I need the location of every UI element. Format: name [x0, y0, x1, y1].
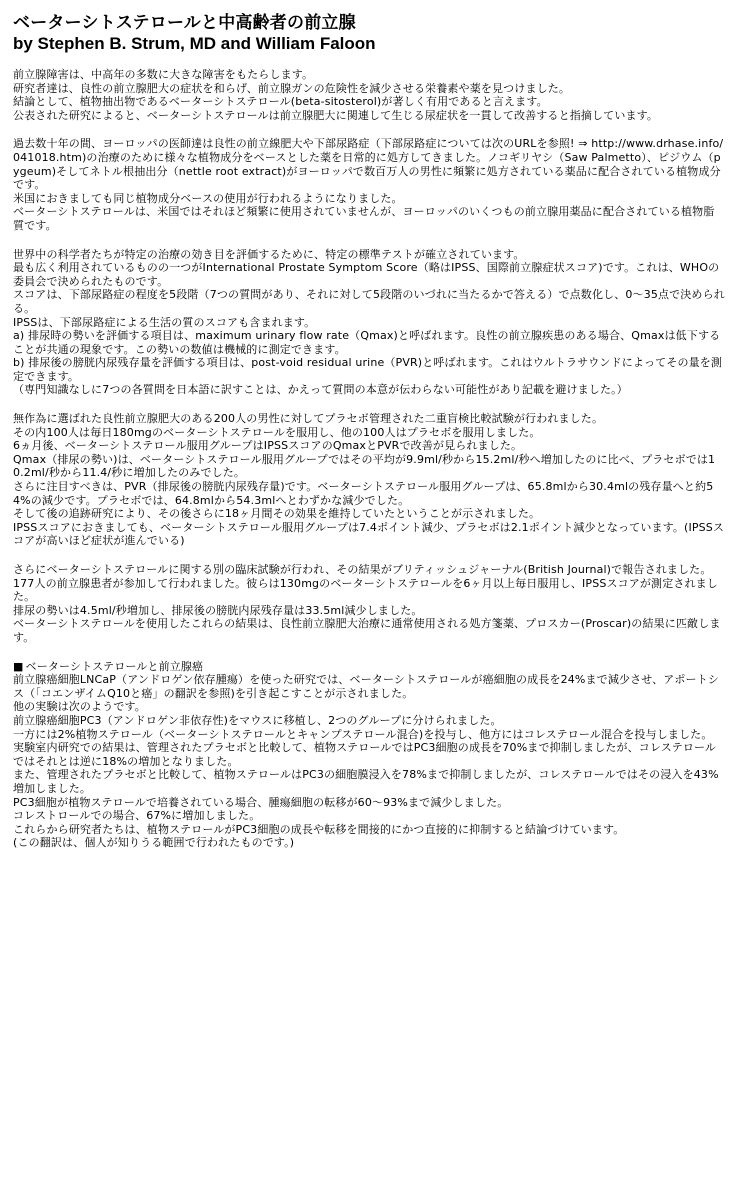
article-byline: by Stephen B. Strum, MD and William Faloon [13, 34, 376, 53]
section-heading-text: ベーターシトステロールと前立腺癌 [25, 659, 204, 673]
translator-note: (この翻訳は、個人が知りうる範囲で行われたものです。) [13, 836, 295, 850]
text-line: 無作為に選ばれた良性前立腺肥大のある200人の男性に対してプラセボ管理された二重盲検比較試験が行われました。 [13, 412, 604, 426]
text-line: 177人の前立腺患者が参加して行われました。彼らは130mgのベーターシトステロールを6ヶ月以上毎日服用し、IPSSスコアが測定されました。 [13, 576, 718, 604]
square-bullet-icon: ■ [13, 659, 24, 673]
text-line: これらから研究者たちは、植物ステロールがPC3細胞の成長や転移を間接的にかつ直接的に抑制すると結論づけています。 [13, 822, 625, 836]
text-line: 6ヵ月後、ベーターシトステロール服用グループはIPSSスコアのQmaxとPVRで改善が見られました。 [13, 439, 523, 453]
paragraph-ipss [13, 248, 725, 398]
text-line: コレストロールでの場合、67%に増加しました。 [13, 809, 261, 823]
text-line: 最も広く利用されているものの一つがInternational Prostate Symptom Score（略はIPSS、国際前立腺症状スコア)です。これは、WHOの委員会で決められたものです。 [13, 261, 720, 288]
paragraph-intro [13, 68, 725, 122]
section-heading [13, 660, 725, 674]
text-line: 前立腺癌細胞LNCaP（アンドロゲン依存腫瘍）を使った研究では、ベーターシトステロールが癌細胞の成長を24%まで減少させ、アポートシス（「コエンザイムQ10と癌」の翻訳を参照)を引き起こすことが示されました。 [13, 673, 719, 700]
text-line: （専門知識なしに7つの各質問を日本語に訳すことは、かえって質問の本意が伝わらない可能性があり記載を避けました。） [13, 383, 628, 397]
text-line: さらに注目すべきは、PVR（排尿後の膀胱内尿残存量)です。ベーターシトステロール服用グループは、65.8mlから30.4mlの残存量へと約54%の減少です。プラセボでは、64.8mlから54.3mlへとわずかな減少でした。 [13, 480, 714, 507]
paragraph-trial-200 [13, 412, 725, 548]
text-line: 米国におきましても同じ植物成分ベースの使用が行われるようになりました。 [13, 191, 403, 205]
article-title: ベーターシトステロールと中高齢者の前立腺 [13, 13, 356, 33]
text-line: 世界中の科学者たちが特定の治療の効き目を評価するために、特定の標準テストが確立されています。 [13, 247, 525, 261]
text-line: 結論として、植物抽出物であるベーターシトステロール(beta-sitosterol)が著しく有用であると言えます。 [13, 95, 548, 109]
text-line: Qmax（排尿の勢い)は、ベーターシトステロール服用グループではその平均が9.9ml/秒から15.2ml/秒へ増加したのに比べ、プラセボでは10.2ml/秒から11.4/秒に増加したのみでした。 [13, 452, 716, 480]
article [13, 12, 725, 865]
paragraph-british-journal [13, 563, 725, 645]
text-line: 研究者達は、良性の前立腺肥大の症状を和らげ、前立腺ガンの危険性を減少させる栄養素や薬を見つけました。 [13, 81, 571, 95]
text-line: 公表された研究によると、ベーターシトステロールは前立腺肥大に関連して生じる尿症状を一貫して改善すると指摘しています。 [13, 108, 659, 122]
text-line: 実験室内研究での結果は、管理されたプラセボと比較して、植物ステロールではPC3細胞の成長を70%まで抑制しましたが、コレステロールではそれとは逆に18%の増加となりました。 [13, 741, 717, 768]
text-line: a) 排尿時の勢いを評価する項目は、maximum urinary flow rate（Qmax)と呼ばれます。良性の前立腺疾患のある場合、Qmaxは低下することが共通の現象です。この勢いの数値は機械的に測定できます。 [13, 329, 721, 356]
text-line: PC3細胞が植物ステロールで培養されている場合、腫瘍細胞の転移が60～93%まで減少しました。 [13, 795, 509, 809]
text-line: 前立腺障害は、中高年の多数に大きな障害をもたらします。 [13, 68, 314, 81]
text-line: その内100人は毎日180mgのベーターシトステロールを服用し、他の100人はプラセボを服用しました。 [13, 425, 541, 439]
text-line: さらにベーターシトステロールに関する別の臨床試験が行われ、その結果がブリティッシュジャーナル(British Journal)で報告されました。 [13, 563, 712, 576]
text-line: b) 排尿後の膀胱内尿残存量を評価する項目は、post-void residual urine（PVR)と呼ばれます。これはウルトラサウンドによってその量を測定できます。 [13, 356, 723, 383]
text-line: スコアは、下部尿路症の程度を5段階（7つの質問があり、それに対して5段階のいづれに当たるかで答える）で点数化し、0～35点で決められる。 [13, 288, 725, 315]
text-line: 排尿の勢いは4.5ml/秒増加し、排尿後の膀胱内尿残存量は33.5ml減少しました。 [13, 603, 423, 617]
text-line: 前立腺癌細胞PC3（アンドロゲン非依存性)をマウスに移植し、2つのグループに分けられました。 [13, 713, 502, 727]
text-line: そして後の追跡研究により、その後さらに18ヶ月間その効果を維持していたということが示されました。 [13, 507, 541, 521]
paragraph-cancer [13, 660, 725, 850]
paragraph-europe [13, 137, 725, 232]
text-line: 他の実験は次のようです。 [13, 700, 146, 714]
text-line: また、管理されたプラセボと比較して、植物ステロールはPC3の細胞膜浸入を78%まで抑制しましたが、コレステロールではその浸入を43%増加しました。 [13, 768, 719, 795]
text-line: IPSSは、下部尿路症による生活の質のスコアも含まれます。 [13, 315, 316, 329]
text-line: 過去数十年の間、ヨーロッパの医師達は良性の前立線肥大や下部尿路症（下部尿路症については次のURLを参照! ⇒ http://www.drhase.info/041018.htm)の治療のために様々な植物成分をベースとした薬を日常的に処方してきました。ノコギリヤシ（Saw Palmetto）、ピジウム（pygeum)そしてネトル根抽出分（nettle root extract)がヨーロッパで数百万人の男性に頻繁に処方されている薬品に配合されている植物成分です。 [13, 137, 724, 192]
text-line: 一方には2%植物ステロール（ベーターシトステロールとキャンプステロール混合)を投与し、他方にはコレステロール混合を投与しました。 [13, 727, 713, 741]
text-line: ベーターシトステロールは、米国ではそれほど頻繁に使用されていませんが、ヨーロッパのいくつもの前立腺用薬品に配合されている植物脂質です。 [13, 205, 715, 232]
text-line: ベーターシトステロールを使用したこれらの結果は、良性前立腺肥大治療に通常使用される処方箋薬、プロスカー(Proscar)の結果に匹敵します。 [13, 617, 721, 644]
text-line: IPSSスコアにおきましても、ベーターシトステロール服用グループは7.4ポイント減少、プラセボは2.1ポイント減少となっています。(IPSSスコアが高いほど症状が進んでいる) [13, 520, 725, 548]
